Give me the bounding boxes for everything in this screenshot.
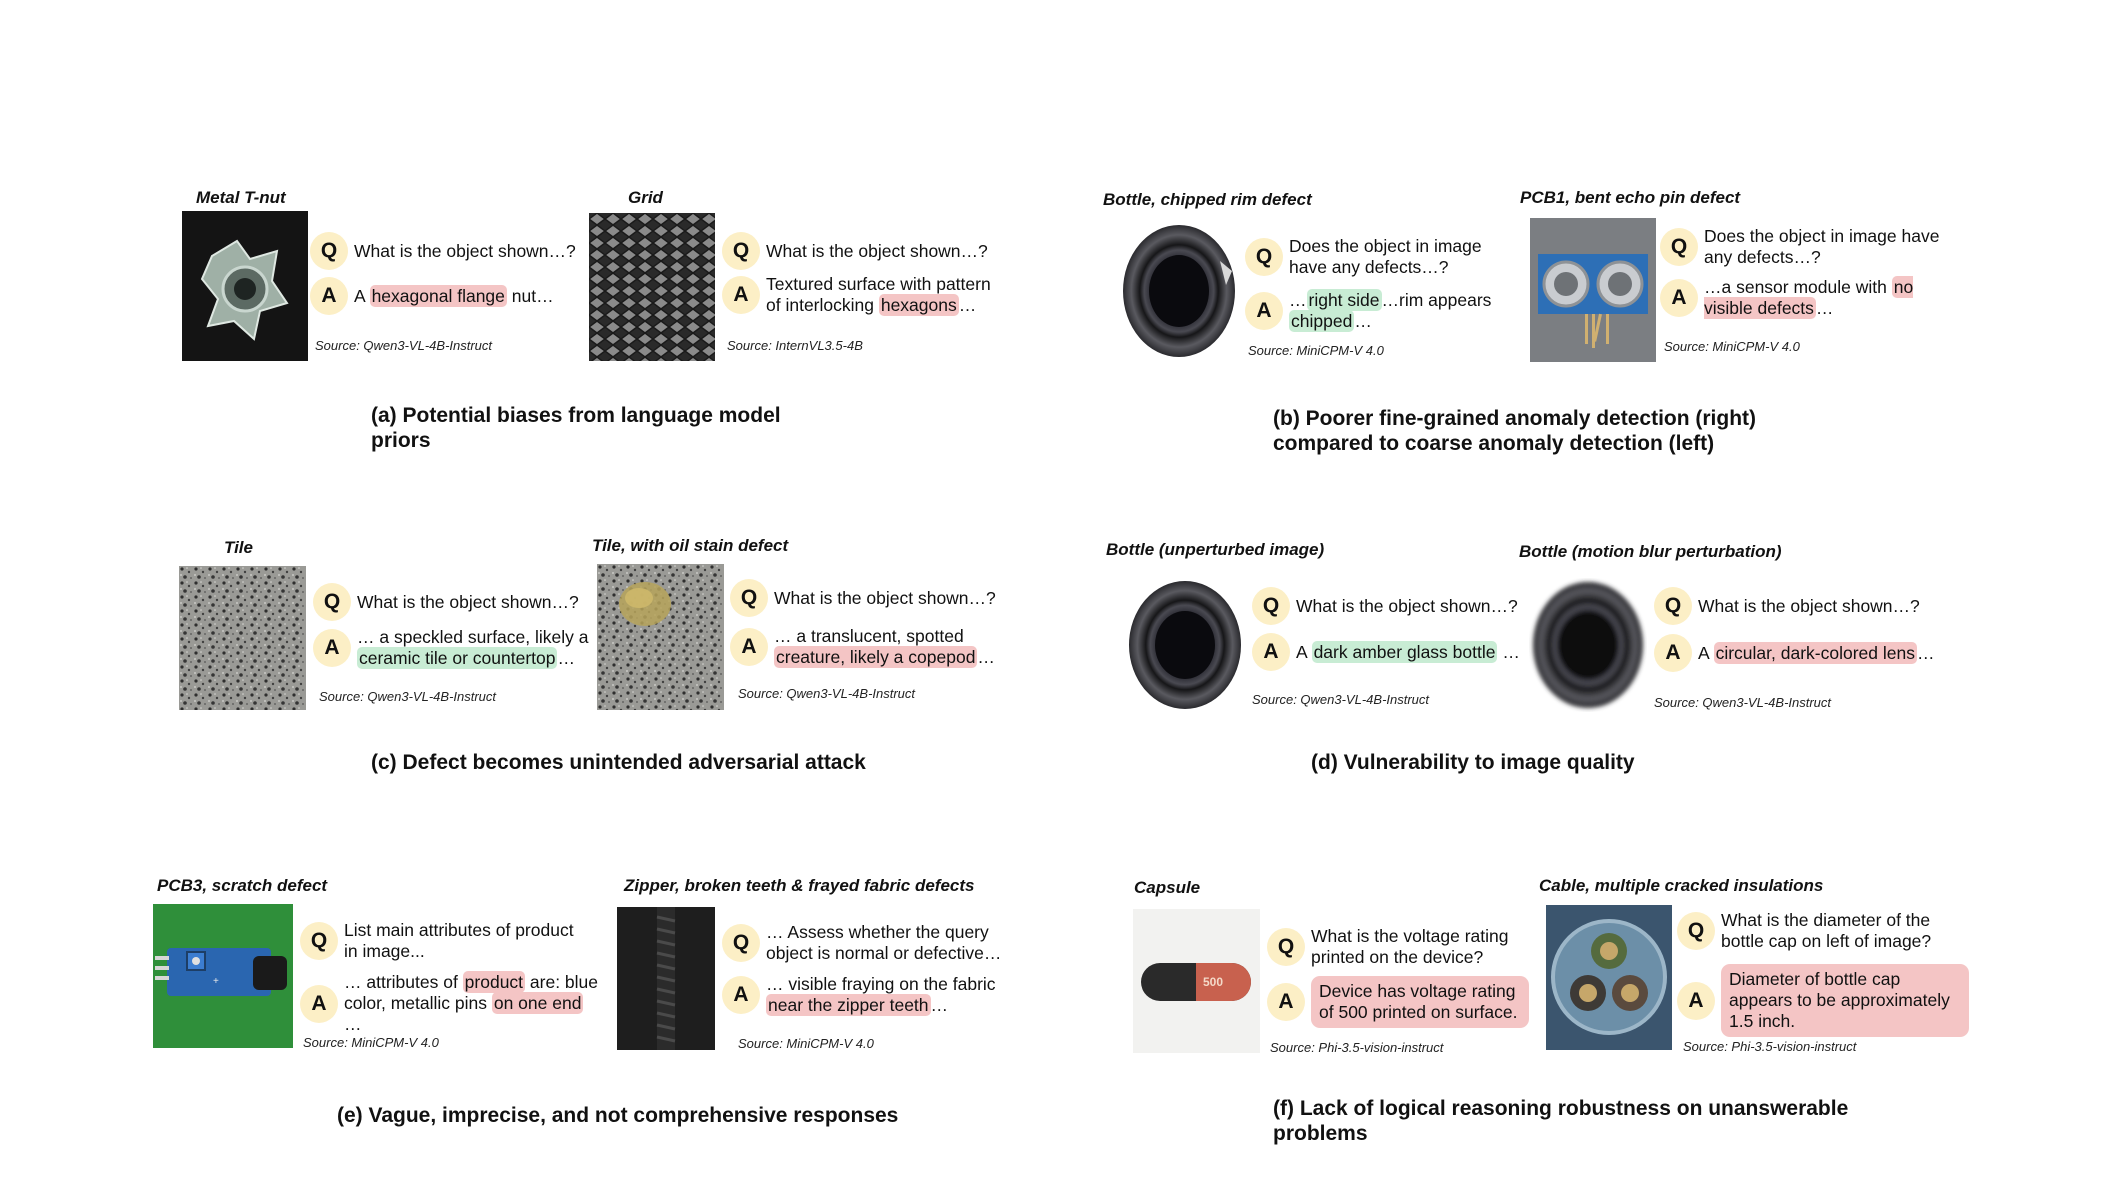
example-title: Zipper, broken teeth & frayed fabric defects bbox=[624, 876, 975, 895]
q-badge: Q bbox=[310, 232, 348, 270]
question-text: What is the object shown…? bbox=[766, 240, 988, 261]
example-title: PCB3, scratch defect bbox=[157, 876, 328, 895]
source-label: Source: MiniCPM-V 4.0 bbox=[1248, 343, 1384, 358]
caption-e: (e) Vague, imprecise, and not comprehensive responses bbox=[337, 1104, 899, 1127]
question-row bbox=[1677, 910, 1977, 952]
caption-b: (b) Poorer fine-grained anomaly detection (right) compared to coarse anomaly detection (left) bbox=[1273, 407, 1757, 455]
highlight-correct: right side bbox=[1308, 290, 1380, 310]
tile-stain-image bbox=[597, 564, 724, 710]
caption-a: (a) Potential biases from language model priors bbox=[371, 404, 781, 452]
question-text: Does the object in image have any defects…? bbox=[1704, 226, 1940, 267]
answer-box-incorrect: Device has voltage rating of 500 printed on surface. bbox=[1311, 976, 1529, 1028]
example-title: Metal T-nut bbox=[196, 188, 286, 207]
question-text: What is the object shown…? bbox=[1698, 595, 1920, 616]
example-title: Cable, multiple cracked insulations bbox=[1539, 876, 1824, 895]
answer-row bbox=[1252, 633, 1532, 671]
answer-text: … visible fraying on the fabric near the zipper teeth … bbox=[766, 974, 996, 1015]
highlight-correct: chipped bbox=[1291, 311, 1353, 331]
question-text: What is the object shown…? bbox=[354, 240, 576, 261]
answer-row bbox=[722, 274, 1012, 316]
tnut-image bbox=[182, 211, 308, 361]
answer-box-incorrect: Diameter of bottle cap appears to be approximately 1.5 inch. bbox=[1721, 964, 1969, 1037]
question-text: List main attributes of product in image... bbox=[344, 920, 574, 961]
answer-text: … a translucent, spotted creature, likely a copepod … bbox=[774, 626, 995, 667]
pcb3-image bbox=[153, 904, 293, 1048]
highlight-incorrect: no visible defects bbox=[1704, 277, 1914, 318]
example-title: Bottle, chipped rim defect bbox=[1103, 190, 1312, 209]
source-label: Source: Qwen3-VL-4B-Instruct bbox=[315, 338, 493, 353]
example-title: Bottle (unperturbed image) bbox=[1106, 540, 1325, 559]
question-row bbox=[1660, 226, 1960, 268]
highlight-correct: ceramic tile or countertop bbox=[359, 648, 556, 668]
a-badge: A bbox=[722, 976, 760, 1014]
caption-f: (f) Lack of logical reasoning robustness on unanswerable problems bbox=[1273, 1097, 1849, 1145]
a-badge: A bbox=[730, 628, 768, 666]
source-label: Source: MiniCPM-V 4.0 bbox=[1664, 339, 1800, 354]
bottle-image bbox=[1126, 578, 1244, 712]
blurred-bottle-image bbox=[1529, 578, 1647, 712]
answer-text: …a sensor module with no visible defects … bbox=[1704, 277, 1914, 318]
q-badge: Q bbox=[1677, 912, 1715, 950]
answer-row bbox=[313, 627, 613, 669]
answer-row bbox=[310, 277, 590, 315]
question-row bbox=[310, 232, 590, 270]
question-row bbox=[730, 579, 1020, 617]
source-label: Source: Qwen3-VL-4B-Instruct bbox=[319, 689, 497, 704]
answer-text: Textured surface with pattern of interlocking hexagons … bbox=[766, 274, 991, 315]
answer-row bbox=[1677, 964, 1977, 1037]
q-badge: Q bbox=[722, 924, 760, 962]
caption-d: (d) Vulnerability to image quality bbox=[1311, 751, 1635, 774]
svg-text:+: + bbox=[213, 976, 219, 987]
answer-text: A dark amber glass bottle … bbox=[1296, 641, 1520, 662]
answer-row bbox=[1654, 634, 1944, 672]
a-badge: A bbox=[310, 277, 348, 315]
answer-row bbox=[1660, 277, 1960, 319]
pcb-sensor-image bbox=[1530, 218, 1656, 362]
answer-row bbox=[300, 972, 620, 1035]
question-row bbox=[300, 920, 600, 962]
a-badge: A bbox=[1677, 982, 1715, 1020]
q-badge: Q bbox=[730, 579, 768, 617]
source-label: Source: Phi-3.5-vision-instruct bbox=[1270, 1040, 1444, 1055]
source-label: Source: MiniCPM-V 4.0 bbox=[738, 1036, 874, 1051]
question-row bbox=[1267, 926, 1557, 968]
question-text: … Assess whether the query object is normal or defective… bbox=[766, 922, 1002, 963]
question-text: What is the diameter of the bottle cap on left of image? bbox=[1721, 910, 1932, 951]
answer-row bbox=[722, 974, 1022, 1016]
highlight-incorrect: hexagonal flange bbox=[371, 285, 505, 306]
q-badge: Q bbox=[300, 922, 338, 960]
source-label: Source: Phi-3.5-vision-instruct bbox=[1683, 1039, 1857, 1054]
a-badge: A bbox=[300, 985, 338, 1023]
example-title: Bottle (motion blur perturbation) bbox=[1519, 542, 1782, 561]
source-label: Source: Qwen3-VL-4B-Instruct bbox=[738, 686, 916, 701]
q-badge: Q bbox=[1660, 228, 1698, 266]
source-label: Source: InternVL3.5-4B bbox=[727, 338, 863, 353]
answer-text: A circular, dark-colored lens … bbox=[1698, 642, 1935, 663]
highlight-incorrect: near the zipper teeth bbox=[768, 995, 929, 1015]
source-label: Source: MiniCPM-V 4.0 bbox=[303, 1035, 439, 1050]
question-row bbox=[722, 232, 1012, 270]
highlight-correct: dark amber glass bottle bbox=[1313, 641, 1496, 662]
grid-image bbox=[589, 213, 715, 361]
example-title: PCB1, bent echo pin defect bbox=[1520, 188, 1741, 207]
capsule-image bbox=[1133, 909, 1260, 1053]
example-title: Capsule bbox=[1134, 878, 1201, 897]
q-badge: Q bbox=[313, 583, 351, 621]
q-badge: Q bbox=[1267, 928, 1305, 966]
a-badge: A bbox=[1252, 633, 1290, 671]
example-title: Grid bbox=[628, 188, 663, 207]
question-row bbox=[313, 583, 603, 621]
question-text: What is the object shown…? bbox=[774, 587, 996, 608]
source-label: Source: Qwen3-VL-4B-Instruct bbox=[1654, 695, 1832, 710]
a-badge: A bbox=[1660, 279, 1698, 317]
question-text: What is the object shown…? bbox=[1296, 595, 1518, 616]
highlight-incorrect: circular, dark-colored lens bbox=[1715, 642, 1915, 663]
example-title: Tile, with oil stain defect bbox=[592, 536, 789, 555]
source-label: Source: Qwen3-VL-4B-Instruct bbox=[1252, 692, 1430, 707]
a-badge: A bbox=[1654, 634, 1692, 672]
answer-text: … right side …rim appears chipped … bbox=[1289, 290, 1492, 331]
a-badge: A bbox=[1267, 983, 1305, 1021]
q-badge: Q bbox=[1252, 587, 1290, 625]
answer-text: … a speckled surface, likely a ceramic tile or countertop … bbox=[357, 627, 589, 668]
example-title: Tile bbox=[224, 538, 253, 557]
answer-text: … attributes of product are: blue color, metallic pins on one end … bbox=[344, 972, 599, 1034]
a-badge: A bbox=[1245, 292, 1283, 330]
answer-row bbox=[1267, 976, 1557, 1028]
answer-row bbox=[1245, 290, 1515, 332]
capsule-printed-label: 500 bbox=[1203, 975, 1224, 989]
question-row bbox=[1252, 587, 1532, 625]
question-text: Does the object in image have any defects…? bbox=[1289, 236, 1482, 277]
cable-image bbox=[1546, 905, 1672, 1050]
a-badge: A bbox=[722, 276, 760, 314]
highlight-incorrect: creature, likely a copepod bbox=[776, 647, 976, 667]
highlight-incorrect: on one end bbox=[493, 993, 582, 1013]
question-row bbox=[1245, 236, 1515, 278]
a-badge: A bbox=[313, 629, 351, 667]
bottle-image bbox=[1120, 221, 1238, 361]
question-row bbox=[1654, 587, 1944, 625]
q-badge: Q bbox=[1654, 587, 1692, 625]
caption-c: (c) Defect becomes unintended adversarial attack bbox=[371, 751, 866, 774]
answer-text: A hexagonal flange nut… bbox=[354, 285, 554, 306]
highlight-incorrect: hexagons bbox=[880, 295, 957, 315]
question-text: What is the object shown…? bbox=[357, 591, 579, 612]
q-badge: Q bbox=[722, 232, 760, 270]
tile-image bbox=[179, 566, 306, 710]
zipper-image bbox=[617, 907, 715, 1050]
question-row bbox=[722, 922, 1022, 964]
answer-row bbox=[730, 626, 1030, 668]
highlight-incorrect: product bbox=[464, 972, 524, 992]
question-text: What is the voltage rating printed on the device? bbox=[1311, 926, 1509, 967]
q-badge: Q bbox=[1245, 238, 1283, 276]
